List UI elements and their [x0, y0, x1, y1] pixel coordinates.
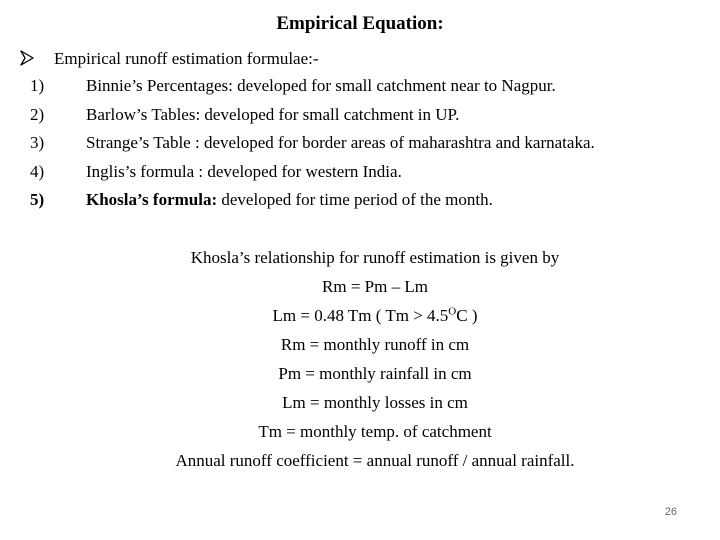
khosla-intro: Khosla’s relationship for runoff estimation is given by [190, 248, 560, 267]
list-text-bold: Khosla’s formula: [86, 190, 218, 209]
list-text: Barlow’s Tables: developed for small catchment in UP. [86, 104, 460, 124]
arrow-bullet-icon [20, 48, 54, 70]
equation-losses [0, 301, 720, 330]
list-item [30, 72, 595, 101]
list-item [30, 186, 595, 215]
definition-pm: Pm = monthly rainfall in cm [278, 364, 472, 383]
equation-losses-end: C ) [456, 306, 478, 325]
list-text: Binnie’s Percentages: developed for small catchment near to Nagpur. [86, 76, 556, 95]
list-text: Inglis’s formula : developed for western India. [86, 161, 402, 181]
formula-list [30, 72, 595, 215]
list-item [30, 158, 595, 187]
page-title: Empirical Equation: [276, 13, 444, 34]
list-item [30, 129, 595, 158]
equation-runoff: Rm = Pm – Lm [322, 277, 428, 296]
list-number: 1) [30, 76, 45, 95]
definition-lm: Lm = monthly losses in cm [282, 393, 468, 412]
definition-tm: Tm = monthly temp. of catchment [258, 422, 492, 441]
bullet-heading [20, 48, 319, 70]
list-item [30, 101, 595, 130]
list-number: 4) [30, 161, 45, 181]
bullet-text: Empirical runoff estimation formulae:- [54, 49, 319, 68]
definition-rm: Rm = monthly runoff in cm [280, 335, 470, 354]
degree-superscript: O [448, 305, 457, 318]
list-number: 5) [30, 190, 45, 209]
list-text: developed for time period of the month. [217, 190, 493, 209]
list-number: 3) [30, 133, 45, 152]
runoff-coefficient: Annual runoff coefficient = annual runoff / annual rainfall. [175, 451, 575, 470]
page-number: 26 [664, 506, 677, 518]
list-number: 2) [30, 104, 45, 124]
equation-losses-main: Lm = 0.48 Tm ( Tm > 4.5 [272, 306, 449, 325]
khosla-relationship [0, 243, 720, 475]
list-text: Strange’s Table : developed for border areas of maharashtra and karnataka. [86, 133, 595, 152]
